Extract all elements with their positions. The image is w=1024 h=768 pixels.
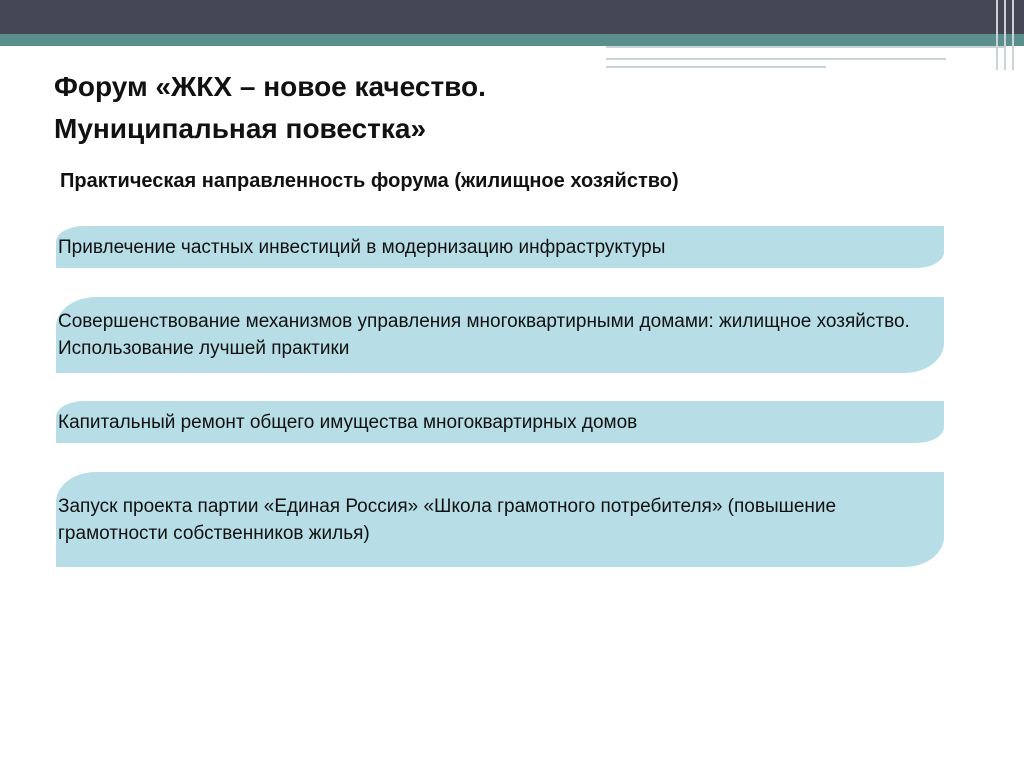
header-decor-frame	[1004, 0, 1006, 70]
header-accent-band	[0, 34, 1024, 46]
topic-item: Капитальный ремонт общего имущества многоквартирных домов	[56, 401, 944, 443]
topic-item: Привлечение частных инвестиций в модернизацию инфраструктуры	[56, 226, 944, 268]
topic-item: Совершенствование механизмов управления многоквартирными домами: жилищное хозяйство. Использование лучшей практики	[56, 297, 944, 373]
header-decor-line	[606, 58, 946, 60]
slide-title: Форум «ЖКХ – новое качество. Муниципальная повестка»	[54, 71, 486, 144]
header-decor-line	[606, 66, 826, 68]
header-bar	[0, 0, 1024, 34]
header-decor-frame	[1012, 0, 1014, 70]
topic-item: Запуск проекта партии «Единая Россия» «Школа грамотного потребителя» (повышение грамотности собственников жилья)	[56, 472, 944, 567]
slide-subtitle: Практическая направленность форума (жилищное хозяйство)	[60, 170, 679, 192]
header-decor-frame	[996, 0, 998, 70]
header-decor-line	[606, 46, 1006, 48]
